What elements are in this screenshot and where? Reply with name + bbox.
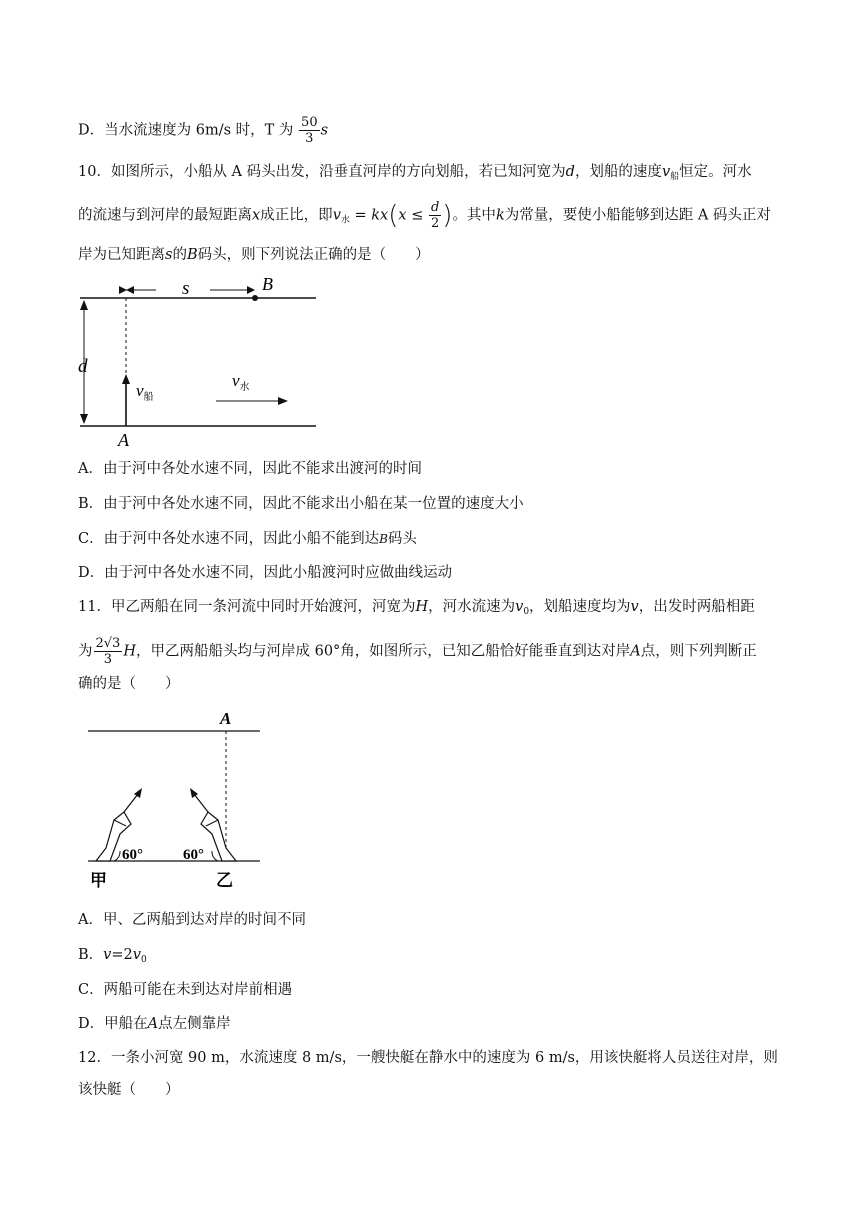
v-water-arrowhead — [278, 397, 288, 405]
var-b: B — [186, 247, 198, 263]
var-v0: v — [132, 947, 141, 963]
var-v: v — [630, 599, 639, 615]
angle-arc-yi — [212, 851, 218, 861]
var-d: d — [565, 164, 575, 180]
q10-text: 码头，则下列说法正确的是（ ） — [197, 247, 430, 263]
label-b: B — [262, 274, 273, 294]
label-yi: 乙 — [216, 871, 233, 890]
q11-text: ，划船速度均为 — [529, 599, 631, 615]
fraction-2root3-3 — [94, 636, 123, 667]
q10-text: 为常量，要使小船能够到达距 A 码头正对 — [504, 207, 771, 224]
q11-stem-line3: 确的是（ ） — [78, 676, 180, 692]
q11-option-d — [78, 1014, 231, 1034]
fraction-d-2 — [429, 200, 441, 231]
boat-yi-arrow — [194, 794, 208, 812]
label-d: d — [78, 356, 88, 377]
var-k: k — [495, 207, 505, 224]
q11-stem-line1 — [78, 597, 755, 622]
q11-option-b — [78, 945, 147, 970]
subscript: 船 — [670, 172, 680, 182]
v-water-symbol: v — [232, 371, 240, 390]
paren-close: ) — [442, 200, 453, 231]
q11-option-b-text: B． — [78, 947, 104, 963]
angle-label-yi: 60° — [183, 847, 204, 863]
boat-yi-hull — [201, 812, 236, 861]
q10-text: 。其中 — [452, 207, 496, 224]
label-jia: 甲 — [90, 871, 107, 890]
q10-text: 成正比，即 — [260, 207, 333, 224]
label-a: A — [220, 709, 232, 728]
label-v-boat — [136, 381, 154, 403]
q11-text: 11．甲乙两船在同一条河流中同时开始渡河，河宽为 — [78, 599, 416, 615]
q10-option-d: D．由于河中各处水速不同，因此小船渡河时应做曲线运动 — [78, 565, 453, 581]
equation: =2 — [111, 947, 133, 963]
q11-boats-figure — [80, 706, 270, 896]
fraction-numerator: 50 — [301, 115, 318, 130]
var-v: v — [103, 947, 112, 963]
q10-text: 岸为已知距离 — [78, 247, 165, 263]
d-arrowhead-top — [80, 300, 88, 310]
q11-option-c: C．两船可能在未到达对岸前相遇 — [78, 982, 293, 998]
boat-jia-arrowhead — [134, 788, 142, 798]
q10-option-c — [78, 529, 417, 549]
q10-text: 的 — [172, 247, 187, 263]
v-boat-symbol: v — [136, 381, 144, 400]
q10-stem-line2 — [78, 200, 771, 231]
label-s: s — [182, 278, 190, 299]
q11-text: ，出发时两船相距 — [638, 599, 755, 615]
q11-option-d-text: 点左侧靠岸 — [158, 1016, 231, 1032]
var-v: v — [661, 164, 671, 180]
q9-option-d — [78, 115, 328, 146]
v-boat-arrowhead — [122, 374, 130, 384]
angle-label-jia: 60° — [122, 847, 143, 863]
q10-stem-line1 — [78, 162, 752, 187]
q10-option-b: B．由于河中各处水速不同，因此不能求出小船在某一位置的速度大小 — [78, 496, 524, 512]
v-water-subscript: 水 — [239, 382, 250, 393]
q11-stem-line2 — [78, 636, 757, 667]
var-v: v — [332, 207, 341, 224]
fraction-denominator: 3 — [305, 131, 314, 146]
unit-s: s — [320, 122, 329, 139]
s-arrowhead-right — [247, 286, 255, 294]
s-arrowhead-left — [126, 286, 134, 294]
var-b: B — [379, 532, 388, 546]
label-v-water — [232, 371, 250, 393]
var-h: H — [415, 599, 429, 615]
fraction-50-3 — [299, 115, 320, 146]
q10-river-figure — [70, 268, 330, 453]
q10-text: 10．如图所示，小船从 A 码头出发，沿垂直河岸的方向划船，若已知河宽为 — [78, 164, 566, 180]
subscript: 水 — [340, 215, 350, 226]
angle-arc-jia — [114, 851, 120, 861]
fraction-numerator: d — [430, 200, 440, 215]
q9-option-d-text: D．当水流速度为 6m/s 时，T 为 — [78, 122, 294, 139]
q10-text: 恒定。河水 — [679, 164, 752, 180]
condition: x ≤ — [398, 207, 424, 224]
var-a: A — [147, 1016, 159, 1032]
fraction-denominator: 2 — [430, 216, 440, 231]
var-x: x — [252, 207, 261, 224]
d-arrowhead-bottom — [80, 414, 88, 424]
var-s: s — [165, 247, 173, 263]
q10-option-c-text: C．由于河中各处水速不同，因此小船不能到达 — [78, 531, 380, 547]
var-h: H — [123, 643, 136, 660]
q12-stem-line1: 12．一条小河宽 90 m，水流速度 8 m/s，一艘快艇在静水中的速度为 6 m/s，用该快艇将人员送往对岸，则 — [78, 1050, 778, 1066]
q12-stem-line2: 该快艇（ ） — [78, 1082, 180, 1098]
equation: = kx — [349, 207, 389, 224]
q11-text: ，河水流速为 — [428, 599, 516, 615]
fraction-denominator: 3 — [103, 652, 113, 667]
q10-text: ，划船的速度 — [574, 164, 662, 180]
var-v0: v — [515, 599, 524, 615]
v-boat-subscript: 船 — [143, 392, 154, 403]
q11-text: 点，则下列判断正 — [640, 643, 757, 660]
q11-option-d-text: D．甲船在 — [78, 1016, 148, 1032]
q10-text: 的流速与到河岸的最短距离 — [78, 207, 252, 224]
label-a: A — [118, 430, 129, 450]
q11-text: 为 — [78, 643, 93, 660]
q11-text: ，甲乙两船船头均与河岸成 60°角，如图所示，已知乙船恰好能垂直到达对岸 — [135, 643, 631, 660]
paren-open: ( — [388, 200, 399, 231]
q11-option-a: A．甲、乙两船到达对岸的时间不同 — [78, 912, 306, 928]
q10-stem-line3 — [78, 245, 430, 265]
point-b — [252, 295, 258, 301]
fraction-numerator: 2√3 — [95, 636, 121, 651]
q10-option-a: A．由于河中各处水速不同，因此不能求出渡河的时间 — [78, 461, 422, 477]
subscript: 0 — [523, 607, 530, 617]
subscript: 0 — [140, 955, 147, 965]
boat-yi-arrowhead — [190, 788, 198, 798]
var-a: A — [630, 643, 641, 660]
q10-option-c-text: 码头 — [387, 531, 417, 547]
boat-jia-arrow — [124, 794, 138, 812]
